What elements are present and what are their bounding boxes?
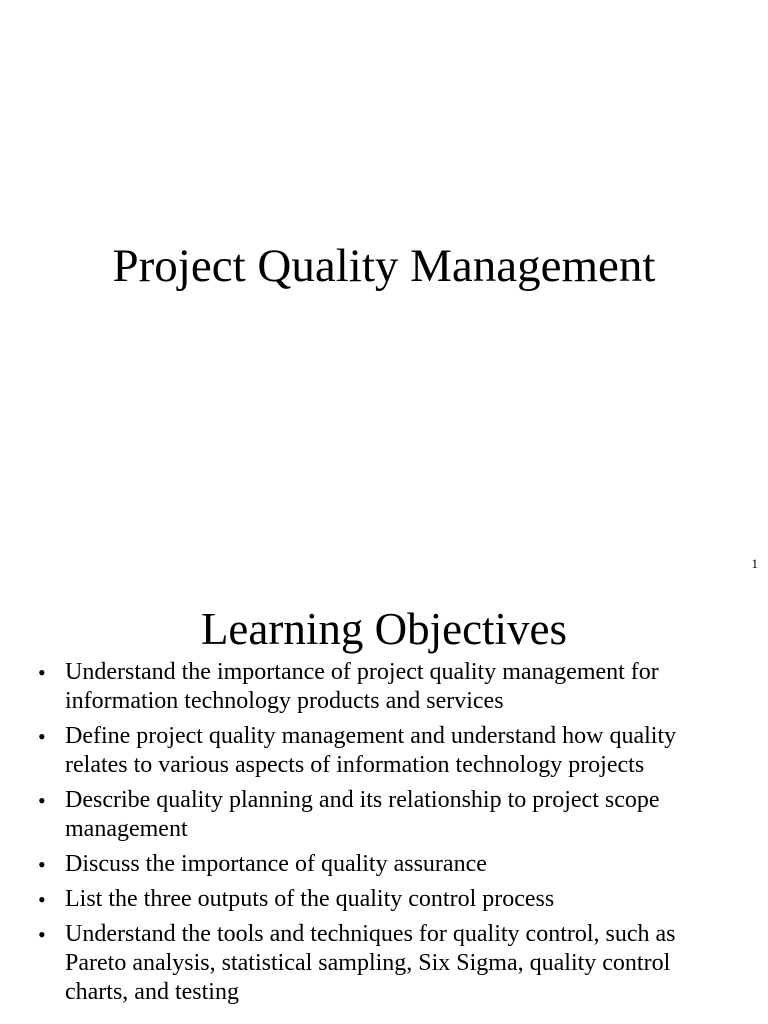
list-item bbox=[38, 658, 738, 716]
slide-title: Project Quality Management bbox=[112, 240, 656, 292]
learning-objectives-slide bbox=[0, 576, 768, 1024]
bullet-icon: • bbox=[38, 660, 46, 685]
bullet-icon: • bbox=[38, 852, 46, 877]
objective-text: Define project quality management and understand how quality relates to various aspects of information technology projects bbox=[65, 723, 677, 778]
bullet-icon: • bbox=[38, 922, 46, 947]
page-number: 1 bbox=[751, 556, 758, 571]
bullet-icon: • bbox=[38, 788, 46, 813]
objective-text: Understand the tools and techniques for quality control, such as Pareto analysis, statistical sampling, Six Sigma, quality control charts, and testing bbox=[65, 921, 676, 1005]
objectives-title: Learning Objectives bbox=[200, 604, 568, 654]
objective-text: List the three outputs of the quality control process bbox=[65, 886, 555, 912]
list-item bbox=[38, 786, 738, 844]
objective-text: Discuss the importance of quality assurance bbox=[65, 851, 487, 877]
objective-text: Describe quality planning and its relationship to project scope management bbox=[65, 787, 660, 842]
bullet-icon: • bbox=[38, 887, 46, 912]
bullet-icon: • bbox=[38, 724, 46, 749]
objective-text: Understand the importance of project quality management for information technology products and services bbox=[65, 659, 659, 714]
list-item bbox=[38, 850, 738, 879]
objectives-list bbox=[38, 658, 738, 1013]
list-item bbox=[38, 722, 738, 780]
list-item bbox=[38, 920, 738, 1007]
list-item bbox=[38, 885, 738, 914]
